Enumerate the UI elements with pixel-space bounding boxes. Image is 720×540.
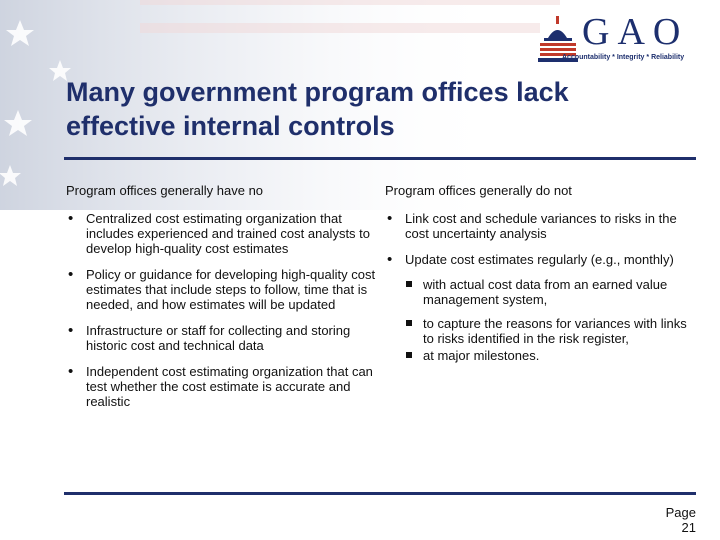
- title-divider: [64, 157, 696, 160]
- list-item: • Infrastructure or staff for collecting and storing historic cost and technical data: [66, 323, 376, 353]
- page-number-value: 21: [681, 520, 696, 535]
- sub-bullet-list: [405, 277, 697, 363]
- list-item: [385, 252, 697, 363]
- gao-logo: [538, 11, 698, 66]
- sub-list-item: at major milestones.: [405, 348, 697, 363]
- list-item: • Independent cost estimating organization that can test whether the cost estimate is accurate and realistic: [66, 364, 376, 409]
- gao-tagline: Accountability * Integrity * Reliability: [562, 54, 685, 61]
- list-item: • Centralized cost estimating organization that includes experienced and trained cost analysts to develop high-quality cost estimates: [66, 211, 376, 256]
- footer-divider: [64, 492, 696, 495]
- left-column: [66, 183, 376, 420]
- list-item-text: Update cost estimates regularly (e.g., monthly): [405, 252, 674, 267]
- right-heading: Program offices generally do not: [385, 183, 572, 198]
- list-item: • Link cost and schedule variances to risks in the cost uncertainty analysis: [385, 211, 697, 241]
- gao-logo-text: GAO: [582, 11, 689, 53]
- sub-list-item: with actual cost data from an earned value management system,: [405, 277, 697, 307]
- sub-list-item: to capture the reasons for variances with links to risks identified in the risk register,: [405, 316, 697, 346]
- right-bullet-list: [385, 211, 697, 363]
- right-column: [385, 183, 697, 374]
- left-heading: Program offices generally have no: [66, 183, 264, 198]
- page-label: Page: [665, 505, 696, 520]
- slide-title: Many government program offices lack effective internal controls: [66, 77, 569, 141]
- left-bullet-list: [66, 211, 376, 409]
- page-number: [666, 505, 696, 535]
- list-item: • Policy or guidance for developing high-quality cost estimates that include steps to follow, time that is needed, and how estimates will be updated: [66, 267, 376, 312]
